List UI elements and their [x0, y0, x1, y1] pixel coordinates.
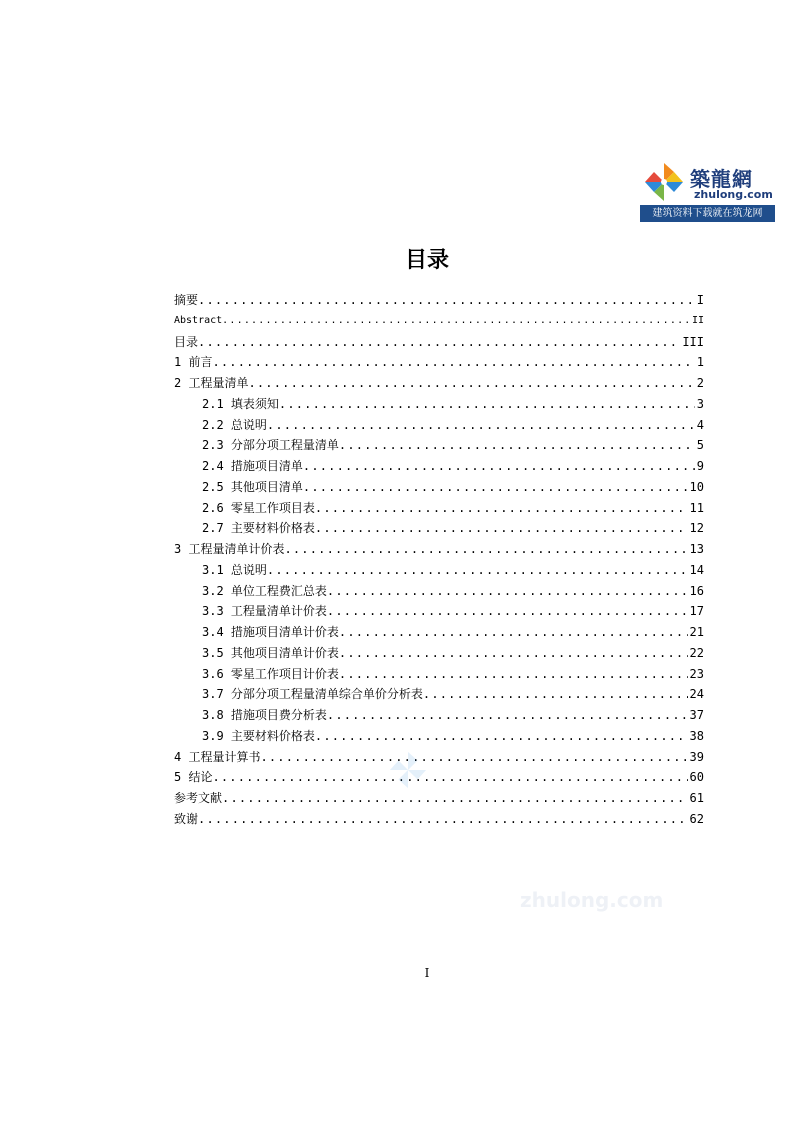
- toc-entry-page: 60: [689, 770, 704, 785]
- toc-dot-leader: [315, 726, 688, 747]
- toc-entry[interactable]: [174, 477, 704, 498]
- toc-entry-title: 3.6 零星工作项目计价表: [202, 666, 339, 681]
- toc-entry[interactable]: [174, 705, 704, 726]
- zhulong-pinwheel-icon: [643, 161, 685, 203]
- toc-dot-leader: [267, 560, 688, 581]
- watermark-text: zhulong.com: [520, 888, 664, 912]
- toc-entry[interactable]: [174, 767, 704, 788]
- toc-entry-page: 4: [696, 417, 704, 432]
- toc-entry-page: 14: [689, 562, 704, 577]
- toc-dot-leader: [327, 581, 688, 602]
- toc-entry[interactable]: [174, 352, 704, 373]
- toc-entry[interactable]: [174, 643, 704, 664]
- toc-entry[interactable]: [174, 560, 704, 581]
- toc-dot-leader: [303, 477, 688, 498]
- toc-entry-title: 2.6 零星工作项目表: [202, 500, 315, 515]
- toc-entry[interactable]: [174, 747, 704, 768]
- toc-entry-page: 22: [689, 645, 704, 660]
- toc-entry[interactable]: [174, 539, 704, 560]
- logo-domain: zhulong.com: [694, 188, 773, 201]
- toc-entry-page: 2: [696, 376, 704, 390]
- toc-dot-leader: [267, 415, 695, 436]
- toc-entry-title: 2.5 其他项目清单: [202, 479, 303, 494]
- toc-entry-page: 62: [689, 811, 704, 826]
- toc-entry-title: 2.2 总说明: [202, 417, 267, 432]
- toc-dot-leader: [423, 684, 688, 705]
- toc-dot-leader: [212, 767, 687, 788]
- toc-dot-leader: [339, 435, 695, 456]
- toc-entry-title: 目录: [174, 334, 199, 349]
- toc-entry-page: III: [682, 334, 704, 349]
- toc-entry[interactable]: [174, 435, 704, 456]
- page-number: I: [424, 966, 430, 980]
- toc-dot-leader: [212, 352, 694, 373]
- toc-entry-title: 致谢: [174, 811, 199, 826]
- toc-entry-page: 61: [689, 791, 704, 805]
- toc-entry-page: 16: [689, 583, 704, 598]
- toc-dot-leader: [327, 601, 688, 622]
- zhulong-logo: [640, 157, 775, 223]
- toc-entry-title: 摘要: [174, 293, 199, 307]
- toc-dot-leader: [339, 643, 688, 664]
- toc-entry-title: 3.5 其他项目清单计价表: [202, 645, 339, 660]
- toc-dot-leader: [279, 394, 695, 415]
- toc-entry-title: 3.1 总说明: [202, 562, 267, 577]
- toc-entry-title: 5 结论: [174, 770, 213, 785]
- page-title: 目录: [404, 248, 449, 273]
- toc-entry[interactable]: [174, 684, 704, 705]
- toc-dot-leader: [222, 311, 690, 332]
- toc-entry-title: 3.9 主要材料价格表: [202, 728, 315, 743]
- toc-entry-page: 39: [689, 749, 704, 764]
- toc-entry[interactable]: [174, 581, 704, 602]
- toc-entry-page: 37: [689, 708, 704, 722]
- logo-name: 築龍網: [690, 167, 753, 191]
- toc-dot-leader: [315, 518, 688, 539]
- toc-entry[interactable]: [174, 498, 704, 519]
- toc-entry[interactable]: [174, 373, 704, 394]
- toc-entry-title: 4 工程量计算书: [174, 749, 261, 764]
- toc-entry[interactable]: [174, 456, 704, 477]
- watermark-logo-icon: [388, 750, 428, 790]
- toc-entry[interactable]: [174, 664, 704, 685]
- toc-entry-page: 12: [689, 521, 704, 536]
- toc-entry-page: 11: [689, 500, 704, 515]
- toc-dot-leader: [260, 747, 687, 768]
- toc-entry-page: 13: [689, 542, 704, 556]
- toc-entry-page: 21: [689, 625, 704, 639]
- toc-entry-page: 10: [689, 479, 704, 494]
- toc-entry-title: 3.2 单位工程费汇总表: [202, 583, 327, 598]
- toc-dot-leader: [315, 498, 688, 519]
- toc-entry-title: 2.4 措施项目清单: [202, 459, 303, 473]
- toc-dot-leader: [284, 539, 687, 560]
- toc-entry-title: 3.8 措施项目费分析表: [202, 708, 327, 722]
- toc-entry-title: 3.7 分部分项工程量清单综合单价分析表: [202, 687, 423, 702]
- toc-entry-title: 2.1 填表须知: [202, 396, 279, 411]
- toc-entry[interactable]: [174, 311, 704, 332]
- toc-dot-leader: [222, 788, 688, 809]
- logo-tagline: 建筑资料下载就在筑龙网: [640, 205, 775, 222]
- toc-entry-page: 24: [689, 687, 704, 702]
- toc-entry[interactable]: [174, 601, 704, 622]
- toc-dot-leader: [198, 809, 688, 830]
- toc-entry-title: 1 前言: [174, 355, 213, 370]
- toc-entry[interactable]: [174, 290, 704, 311]
- toc-entry[interactable]: [174, 415, 704, 436]
- toc-entry[interactable]: [174, 518, 704, 539]
- toc-entry[interactable]: [174, 726, 704, 747]
- toc-entry-page: 5: [696, 438, 704, 453]
- toc-entry-title: Abstract: [174, 314, 223, 326]
- toc-entry[interactable]: [174, 809, 704, 830]
- toc-entry-page: II: [691, 314, 704, 326]
- toc-entry-page: 38: [689, 728, 704, 743]
- toc-dot-leader: [327, 705, 688, 726]
- toc-entry-page: 3: [696, 396, 704, 411]
- toc-entry-page: I: [696, 293, 704, 307]
- toc-entry[interactable]: [174, 622, 704, 643]
- toc-entry-title: 参考文献: [174, 791, 223, 805]
- toc-dot-leader: [248, 373, 694, 394]
- toc-dot-leader: [339, 622, 688, 643]
- toc-dot-leader: [198, 290, 695, 311]
- toc-dot-leader: [339, 664, 688, 685]
- toc-entry-title: 2.3 分部分项工程量清单: [202, 438, 339, 453]
- toc-entry-page: 9: [696, 459, 704, 473]
- table-of-contents: [174, 290, 704, 830]
- toc-dot-leader: [303, 456, 695, 477]
- toc-entry[interactable]: [174, 332, 704, 353]
- toc-entry-title: 2 工程量清单: [174, 376, 249, 390]
- toc-entry-title: 3 工程量清单计价表: [174, 542, 285, 556]
- toc-entry[interactable]: [174, 394, 704, 415]
- toc-entry-title: 3.3 工程量清单计价表: [202, 604, 327, 619]
- toc-entry-page: 1: [696, 355, 704, 370]
- toc-entry-page: 23: [689, 666, 704, 681]
- toc-entry-title: 3.4 措施项目清单计价表: [202, 625, 339, 639]
- toc-entry[interactable]: [174, 788, 704, 809]
- toc-dot-leader: [198, 332, 680, 353]
- toc-entry-page: 17: [689, 604, 704, 619]
- toc-entry-title: 2.7 主要材料价格表: [202, 521, 315, 536]
